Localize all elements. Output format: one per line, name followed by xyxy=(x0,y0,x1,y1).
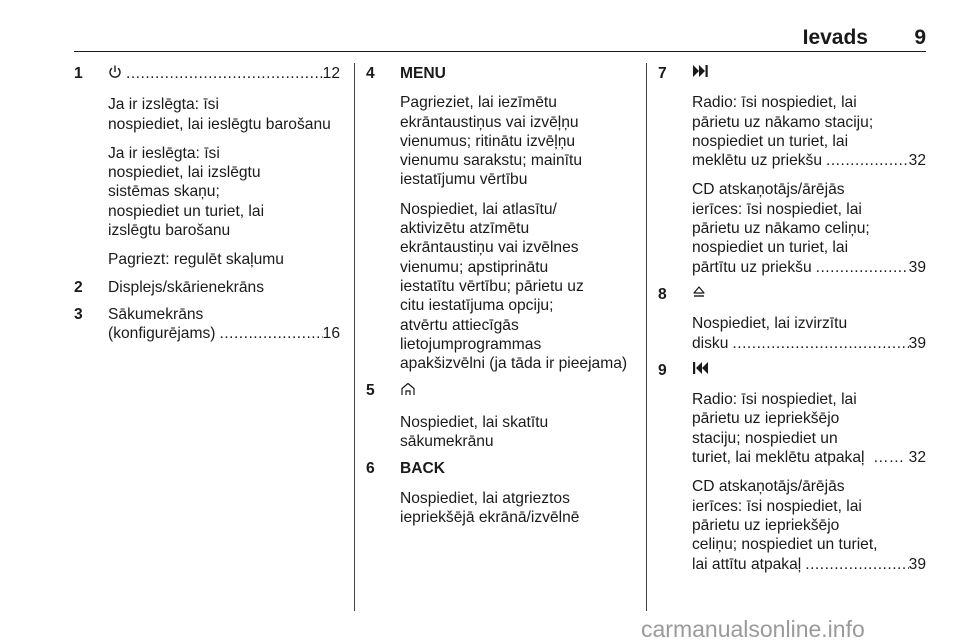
text-line: disku xyxy=(692,334,729,352)
paragraph xyxy=(400,413,638,452)
text-line: vienumu; apstiprinātu xyxy=(400,258,549,276)
item-number: 3 xyxy=(74,305,83,323)
text-line: Nospiediet, lai izvirzītu xyxy=(692,315,848,333)
text-line: sistēmas skaņu; xyxy=(108,183,220,201)
text-line: (konfigurējams) xyxy=(108,325,216,343)
text-line: citu iestatījuma opciju; xyxy=(400,297,554,315)
text-line: pārietu uz iepriekšējo xyxy=(692,516,840,534)
home-icon xyxy=(400,381,638,402)
page-number: 9 xyxy=(914,26,926,49)
power-icon xyxy=(108,64,122,85)
column-1 xyxy=(74,64,340,344)
item-number: 5 xyxy=(366,382,375,400)
text-line: nospiediet un turiet, lai xyxy=(692,239,849,257)
item-number: 2 xyxy=(74,278,83,296)
eject-icon xyxy=(692,285,926,304)
page-ref: 39 xyxy=(908,334,926,352)
text-line: celiņu; nospiediet un turiet, xyxy=(692,536,878,554)
page-ref: 12 xyxy=(322,65,340,82)
text-line: izslēgtu barošanu xyxy=(108,222,231,240)
text-line: vienumu sarakstu; mainītu xyxy=(400,152,583,170)
text-line: Ja ir ieslēgta: īsi xyxy=(108,144,220,162)
toc-line xyxy=(108,64,340,85)
paragraph xyxy=(108,250,340,269)
list-item-5 xyxy=(366,381,638,451)
column-2 xyxy=(366,64,638,527)
next-track-icon xyxy=(692,64,926,83)
text-line: Displejs/skārienekrāns xyxy=(108,278,264,296)
list-item-7 xyxy=(658,64,926,277)
paragraph xyxy=(400,489,638,528)
text-line: turiet, lai meklētu atpakaļ xyxy=(692,449,865,467)
paragraph xyxy=(400,93,638,189)
column-3 xyxy=(658,64,926,574)
paragraph xyxy=(692,180,926,276)
text-line: Ja ir izslēgta: īsi xyxy=(108,96,219,114)
page-ref: 39 xyxy=(908,258,926,276)
text-line: Nospiediet, lai atlasītu/ xyxy=(400,200,557,218)
text-line: nospiediet un turiet, lai xyxy=(108,202,265,220)
toc-line xyxy=(692,258,926,277)
leader-dots xyxy=(732,334,908,353)
page-ref: 32 xyxy=(908,152,926,170)
text-line: iestatītu vērtību; pārietu uz xyxy=(400,277,584,295)
text-line: iestatījumu vērtību xyxy=(400,171,528,189)
toc-line xyxy=(108,324,340,343)
list-item-3 xyxy=(74,305,340,344)
item-number: 7 xyxy=(658,65,667,82)
paragraph xyxy=(692,314,926,353)
column-divider-1 xyxy=(354,63,355,611)
list-item-8 xyxy=(658,285,926,353)
text-line: pārtītu uz priekšu xyxy=(692,258,812,276)
text-line: lietojumprogrammas xyxy=(400,335,542,353)
page-ref: 16 xyxy=(322,325,340,343)
text-line: lai attītu atpakaļ xyxy=(692,555,802,573)
text-line: pārietu uz nākamo celiņu; xyxy=(692,220,870,238)
text-line: staciju; nospiediet un xyxy=(692,429,838,447)
paragraph xyxy=(400,200,638,374)
text-line: meklētu uz priekšu xyxy=(692,152,823,170)
text-line: Radio: īsi nospiediet, lai xyxy=(692,94,857,112)
list-item-6 xyxy=(366,459,638,527)
back-label: BACK xyxy=(400,460,446,478)
menu-label: MENU xyxy=(400,65,446,82)
item-number: 6 xyxy=(366,460,375,478)
text-line: ekrāntaustiņu vai izvēlnes xyxy=(400,239,579,257)
text-line: aktivizētu atzīmētu xyxy=(400,220,530,238)
leader-dots: …… xyxy=(872,449,905,467)
text-line: iepriekšējā ekrānā/izvēlnē xyxy=(400,508,580,526)
text-line: CD atskaņotājs/ārējās xyxy=(692,478,845,496)
text-line: Radio: īsi nospiediet, lai xyxy=(692,391,857,409)
text-line: pārietu uz iepriekšējo xyxy=(692,410,840,428)
text-line: apakšizvēlni (ja tāda ir pieejama) xyxy=(400,355,628,373)
text-line: vienumus; ritinātu izvēļņu xyxy=(400,132,576,150)
list-item-9 xyxy=(658,361,926,574)
leader-dots xyxy=(816,258,909,277)
watermark: carmanualsonline.info xyxy=(641,616,865,642)
toc-line xyxy=(692,555,926,574)
text-line: Pagrieziet, lai iezīmētu xyxy=(400,94,557,112)
text-line: Pagriezt: regulēt skaļumu xyxy=(108,251,284,269)
text-line: nospiediet un turiet, lai xyxy=(692,132,849,150)
text-line: sākumekrānu xyxy=(400,433,494,451)
item-number: 4 xyxy=(366,65,375,82)
text-line: pārietu uz nākamo staciju; xyxy=(692,113,874,131)
paragraph xyxy=(692,93,926,170)
text-line: Nospiediet, lai atgrieztos xyxy=(400,489,570,507)
previous-track-icon xyxy=(692,361,926,380)
paragraph xyxy=(692,477,926,573)
text-line: atvērtu attiecīgās xyxy=(400,316,519,334)
text-line: ierīces: īsi nospiediet, lai xyxy=(692,200,862,218)
leader-dots xyxy=(219,324,322,343)
list-item-1 xyxy=(74,64,340,270)
text-line: nospiediet, lai ieslēgtu barošanu xyxy=(108,115,331,133)
toc-line xyxy=(692,151,926,170)
list-item-2 xyxy=(74,278,340,297)
paragraph xyxy=(108,144,340,240)
text-line: ierīces: īsi nospiediet, lai xyxy=(692,497,862,515)
leader-dots xyxy=(805,555,908,574)
toc-line xyxy=(692,334,926,353)
item-number: 9 xyxy=(658,361,667,379)
paragraph xyxy=(108,95,340,134)
leader-dots xyxy=(826,151,909,170)
paragraph xyxy=(692,390,926,467)
page-header xyxy=(74,26,926,50)
leader-dots xyxy=(126,64,323,85)
page-ref: 39 xyxy=(908,555,926,573)
toc-line xyxy=(692,448,926,467)
header-rule xyxy=(74,51,926,52)
item-number: 8 xyxy=(658,285,667,303)
list-item-4 xyxy=(366,64,638,373)
text-line: ekrāntaustiņus vai izvēļņu xyxy=(400,113,579,131)
page-ref: 32 xyxy=(908,449,926,467)
text-line: nospiediet, lai izslēgtu xyxy=(108,164,261,182)
text-line: Nospiediet, lai skatītu xyxy=(400,413,549,431)
text-line: CD atskaņotājs/ārējās xyxy=(692,181,845,199)
text-line: Sākumekrāns xyxy=(108,305,204,323)
item-number: 1 xyxy=(74,65,83,82)
page-title: Ievads xyxy=(802,26,868,49)
column-divider-2 xyxy=(646,63,647,611)
